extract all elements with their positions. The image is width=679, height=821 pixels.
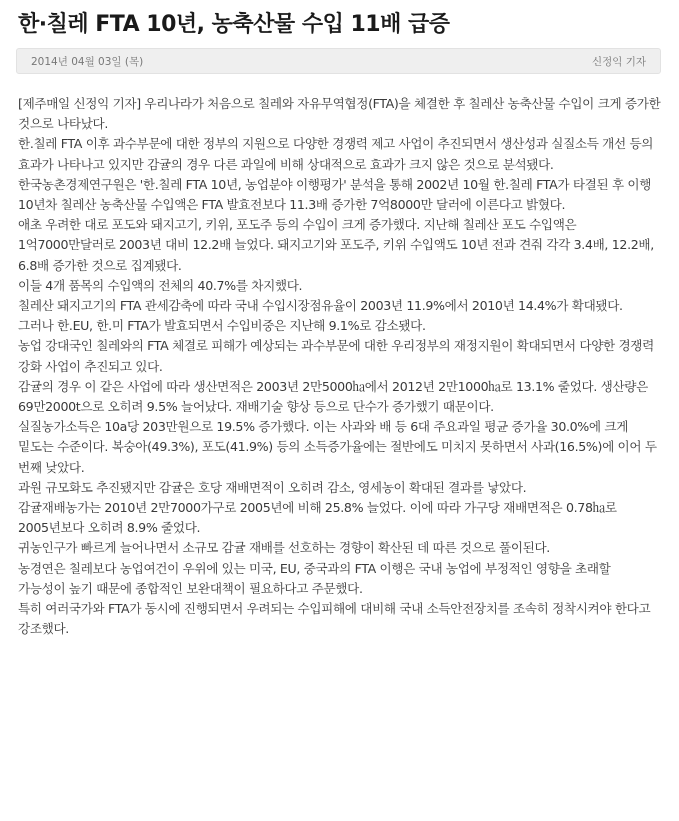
article-author: 신정익 기자 — [591, 55, 646, 68]
article-paragraph: 농경연은 칠레보다 농업여건이 우위에 있는 미국, EU, 중국과의 FTA 이행은 국내 농업에 부정적인 영향을 초래할 가능성이 높기 때문에 종합적인 보완대책이 필요하다고 주문했다. — [18, 560, 611, 596]
article-paragraph: 한.칠레 FTA 이후 과수부문에 대한 정부의 지원으로 다양한 경쟁력 제고 사업이 추진되면서 생산성과 실질소득 개선 등의 효과가 나타나고 있지만 감귤의 경우 다른 과일에 비해 상대적으로 효과가 크지 않은 것으로 분석됐다. — [18, 136, 654, 172]
article-paragraph: 한국농촌경제연구원은 '한.칠레 FTA 10년, 농업분야 이행평가' 분석을 통해 2002년 10월 한.칠레 FTA가 타결된 후 이행 10년차 칠레산 농축산물 수입액은 FTA 발효전보다 11.3배 증가한 7억8000만 달러에 이른다고 밝혔다. — [18, 176, 652, 213]
article-date: 2014년 04월 03일 (목) — [31, 55, 144, 68]
article-paragraph: 귀농인구가 빠르게 늘어나면서 소규모 감귤 재배를 선호하는 경향이 확산된 데 따른 것으로 풀이된다. — [18, 540, 550, 556]
article-paragraph: 칠레산 돼지고기의 FTA 관세감축에 따라 국내 수입시장점유율이 2003년 11.9%에서 2010년 14.4%가 확대됐다. 그러나 한.EU, 한.미 FTA가 발효되면서 수입비중은 지난해 9.1%로 감소됐다. — [18, 298, 623, 334]
article-paragraph: 과원 규모화도 추진됐지만 감귤은 호당 재배면적이 오히려 감소, 영세농이 확대된 결과를 낳았다. — [18, 479, 527, 495]
article-paragraph: 감귤의 경우 이 같은 사업에 따라 생산면적은 2003년 2만5000㏊에서 2012년 2만1000㏊로 13.1% 줄었다. 생산량은 69만2000t으로 오히려 9.5% 늘어났다. 재배기술 향상 등으로 단수가 증가했기 때문이다. — [18, 378, 648, 415]
article-paragraph: [제주매일 신정익 기자] 우리나라가 처음으로 칠레와 자유무역협정(FTA)을 체결한 후 칠레산 농축산물 수입이 크게 증가한 것으로 나타났다. — [18, 96, 661, 132]
article-headline: 한·칠레 FTA 10년, 농축산물 수입 11배 급증 — [18, 12, 450, 37]
article-paragraph: 감귤재배농가는 2010년 2만7000가구로 2005년에 비해 25.8% 늘었다. 이에 따라 가구당 재배면적은 0.78㏊로 2005년보다 오히려 8.9% 줄었다. — [18, 500, 617, 536]
article-meta-bar — [16, 48, 661, 74]
article-paragraph: 농업 강대국인 칠레와의 FTA 체결로 피해가 예상되는 과수부문에 대한 우리정부의 재정지원이 확대되면서 다양한 경쟁력 강화 사업이 추진되고 있다. — [18, 338, 654, 374]
article-paragraph: 실질농가소득은 10a당 203만원으로 19.5% 증가했다. 이는 사과와 배 등 6대 주요과일 평균 증가율 30.0%에 크게 밑도는 수준이다. 복숭아(49.3%), 포도(41.9%) 등의 소득증가율에는 절반에도 미치지 못하면서 사과(16.5%)에 이어 두 번째 낮았다. — [18, 419, 657, 475]
article-paragraph: 이들 4개 품목의 수입액의 전체의 40.7%를 차지했다. — [18, 277, 303, 293]
article-paragraph: 특히 여러국가와 FTA가 동시에 진행되면서 우려되는 수입피해에 대비해 국내 소득안전장치를 조속히 정착시켜야 한다고 강조했다. — [18, 601, 651, 637]
article-paragraph: 애초 우려한 대로 포도와 돼지고기, 키위, 포도주 등의 수입이 크게 증가했다. 지난해 칠레산 포도 수입액은 1억7000만달러로 2003년 대비 12.2배 늘었다. 돼지고기와 포도주, 키위 수입액도 10년 전과 견줘 각각 3.4배, 12.2배, 6.8배 증가한 것으로 집계됐다. — [18, 217, 654, 273]
article-body — [16, 94, 661, 639]
